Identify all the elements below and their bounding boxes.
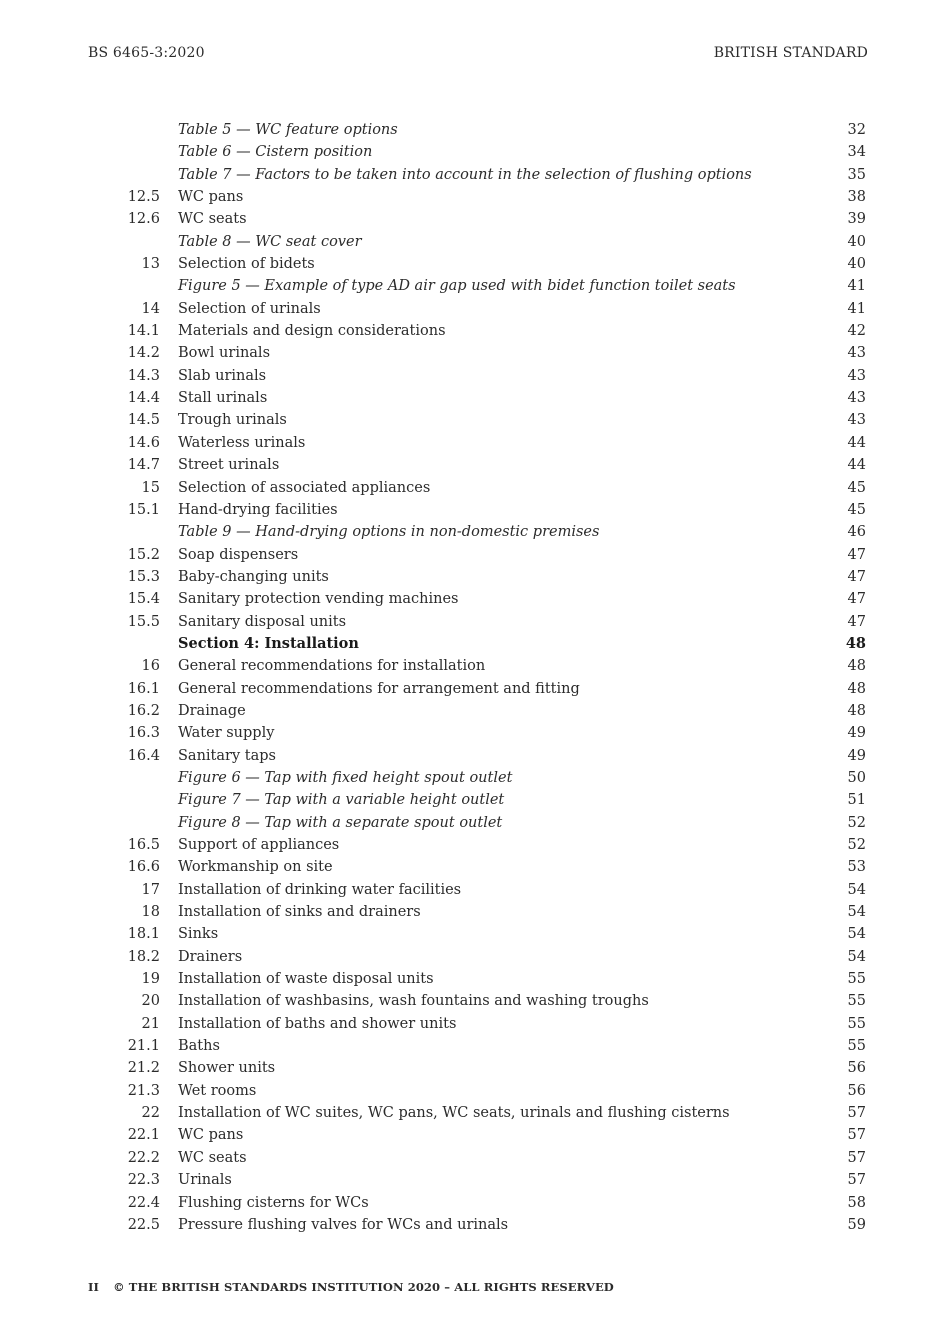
toc-entry-number: 22.4 — [127, 1194, 160, 1211]
toc-entry-page: 49 — [847, 725, 866, 742]
toc-entry-title: Water supply — [178, 725, 275, 742]
toc-entry-title: Table 7 — Factors to be taken into account in the selection of flushing options — [178, 166, 752, 183]
toc-entry-page: 45 — [847, 479, 866, 496]
toc-entry-page: 41 — [847, 300, 866, 317]
toc-entry-number: 22 — [141, 1105, 160, 1122]
toc-entry-title: Selection of bidets — [178, 256, 315, 273]
toc-entry-page: 57 — [847, 1127, 866, 1144]
toc-entry-title: Shower units — [178, 1060, 276, 1077]
toc-entry-title: Wet rooms — [178, 1082, 257, 1099]
toc-entry-title: WC pans — [178, 1127, 244, 1144]
toc-entry-title: Flushing cisterns for WCs — [178, 1194, 369, 1211]
toc-entry-number: 18.1 — [127, 926, 160, 943]
toc-entry[interactable] — [0, 1080, 950, 1102]
toc-entry-number: 15.5 — [127, 613, 160, 630]
toc-entry-title: Installation of washbasins, wash fountains and washing troughs — [178, 993, 649, 1010]
toc-entry[interactable] — [0, 477, 950, 499]
toc-entry-title: Sinks — [178, 926, 219, 943]
running-header-standard-number: BS 6465-3:2020 — [88, 45, 205, 61]
toc-entry[interactable] — [0, 365, 950, 387]
toc-entry[interactable] — [0, 320, 950, 342]
toc-entry-page: 39 — [847, 211, 866, 228]
toc-entry-page: 32 — [847, 122, 866, 138]
toc-entry-number: 22.3 — [127, 1172, 160, 1189]
toc-entry-page: 48 — [847, 658, 866, 675]
toc-entry[interactable] — [0, 253, 950, 275]
table-of-contents — [0, 119, 950, 1236]
toc-entry-page: 54 — [847, 948, 866, 965]
toc-entry-page: 43 — [847, 345, 866, 362]
toc-entry-title: Installation of baths and shower units — [178, 1015, 457, 1032]
toc-entry-title: Sanitary disposal units — [178, 613, 347, 630]
toc-entry-number: 22.2 — [127, 1149, 160, 1166]
footer-page-number: II — [88, 1280, 99, 1294]
toc-entry-title: Table 8 — WC seat cover — [178, 233, 362, 250]
toc-entry-number: 18.2 — [127, 948, 160, 965]
toc-entry-page: 55 — [847, 993, 866, 1010]
toc-entry-page: 40 — [847, 233, 866, 250]
toc-entry-page: 57 — [847, 1149, 866, 1166]
toc-entry-title: General recommendations for arrangement and fitting — [178, 680, 580, 697]
toc-entry-page: 47 — [847, 546, 866, 563]
toc-entry-page: 42 — [847, 323, 866, 340]
toc-entry-title: WC seats — [178, 1149, 247, 1166]
toc-entry-number: 12.5 — [127, 189, 160, 206]
toc-entry[interactable] — [0, 1013, 950, 1035]
toc-entry[interactable] — [0, 432, 950, 454]
toc-entry[interactable] — [0, 588, 950, 610]
toc-entry[interactable] — [0, 678, 950, 700]
toc-entry-number: 16.1 — [127, 680, 160, 697]
toc-entry-number: 13 — [141, 256, 160, 273]
toc-entry-title: Installation of WC suites, WC pans, WC seats, urinals and flushing cisterns — [178, 1105, 730, 1122]
toc-entry-title: Drainage — [178, 702, 246, 719]
toc-entry-page: 47 — [847, 591, 866, 608]
toc-entry-page: 45 — [847, 501, 866, 518]
toc-entry[interactable] — [0, 1057, 950, 1079]
toc-entry-title: Section 4: Installation — [178, 634, 359, 652]
toc-entry-page: 55 — [847, 971, 866, 988]
toc-caption-entry[interactable] — [0, 789, 950, 811]
toc-entry[interactable] — [0, 1035, 950, 1057]
toc-entry-page: 52 — [847, 814, 866, 831]
toc-entry-page: 41 — [847, 278, 866, 295]
toc-entry[interactable] — [0, 856, 950, 878]
toc-entry-number: 14.6 — [127, 434, 160, 451]
toc-entry-number: 15 — [141, 479, 160, 496]
toc-entry-title: Support of appliances — [178, 837, 340, 853]
running-header-title: BRITISH STANDARD — [713, 45, 868, 61]
toc-caption-entry[interactable] — [0, 275, 950, 297]
toc-entry-number: 15.2 — [127, 546, 160, 563]
toc-entry-title: Figure 7 — Tap with a variable height outlet — [178, 792, 505, 809]
footer-copyright: © THE BRITISH STANDARDS INSTITUTION 2020 – ALL RIGHTS RESERVED — [113, 1280, 614, 1294]
toc-entry-page: 46 — [847, 524, 866, 541]
toc-entry-number: 21.3 — [127, 1082, 160, 1099]
toc-entry-page: 54 — [847, 904, 866, 921]
toc-entry-title: Sanitary protection vending machines — [178, 591, 459, 608]
toc-entry-title: Installation of waste disposal units — [178, 971, 434, 988]
toc-entry-page: 51 — [847, 792, 866, 809]
toc-entry[interactable] — [0, 946, 950, 968]
toc-entry-page: 58 — [847, 1194, 866, 1211]
toc-entry-page: 55 — [847, 1015, 866, 1032]
toc-caption-entry[interactable] — [0, 119, 950, 141]
toc-entry-title: Baths — [178, 1038, 220, 1055]
toc-entry[interactable] — [0, 499, 950, 521]
toc-entry-title: Figure 5 — Example of type AD air gap used with bidet function toilet seats — [178, 278, 736, 295]
toc-entry-title: Figure 6 — Tap with fixed height spout outlet — [178, 769, 513, 786]
toc-entry-page: 50 — [847, 769, 866, 786]
toc-entry[interactable] — [0, 968, 950, 990]
toc-entry-number: 16.3 — [127, 725, 160, 742]
toc-entry[interactable] — [0, 722, 950, 744]
toc-caption-entry[interactable] — [0, 521, 950, 543]
toc-entry[interactable] — [0, 990, 950, 1012]
toc-entry-title: Pressure flushing valves for WCs and urinals — [178, 1216, 509, 1233]
toc-entry[interactable] — [0, 1124, 950, 1146]
toc-entry-number: 16.6 — [127, 859, 160, 876]
toc-entry[interactable] — [0, 1147, 950, 1169]
toc-entry[interactable] — [0, 454, 950, 476]
toc-entry[interactable] — [0, 1192, 950, 1214]
toc-entry-page: 40 — [847, 256, 866, 273]
toc-entry-number: 21 — [141, 1015, 160, 1032]
toc-entry-title: Selection of associated appliances — [178, 479, 431, 496]
toc-entry-page: 56 — [847, 1060, 866, 1077]
toc-entry-page: 48 — [847, 680, 866, 697]
toc-entry[interactable] — [0, 544, 950, 566]
toc-entry-page: 57 — [847, 1105, 866, 1122]
toc-entry-number: 14.3 — [127, 367, 160, 384]
toc-entry-number: 16 — [141, 658, 160, 675]
toc-entry-title: Installation of sinks and drainers — [178, 904, 421, 921]
toc-entry-page: 44 — [847, 457, 866, 474]
toc-caption-entry[interactable] — [0, 767, 950, 789]
toc-section-heading[interactable] — [0, 633, 950, 655]
toc-entry-page: 52 — [847, 837, 866, 853]
toc-entry[interactable] — [0, 298, 950, 320]
toc-entry-number: 14.2 — [127, 345, 160, 362]
toc-entry-title: Soap dispensers — [178, 546, 299, 563]
toc-entry-page: 43 — [847, 390, 866, 407]
toc-entry-page: 44 — [847, 434, 866, 451]
toc-entry-page: 38 — [847, 189, 866, 206]
toc-entry-page: 54 — [847, 926, 866, 943]
toc-entry-number: 16.2 — [127, 702, 160, 719]
toc-entry[interactable] — [0, 186, 950, 208]
toc-entry-title: Bowl urinals — [178, 345, 271, 362]
toc-entry-number: 14.1 — [127, 323, 160, 340]
toc-entry-page: 54 — [847, 881, 866, 898]
toc-entry-title: Materials and design considerations — [178, 323, 446, 340]
toc-entry-title: Slab urinals — [178, 367, 267, 384]
toc-entry[interactable] — [0, 655, 950, 677]
toc-entry-page: 49 — [847, 747, 866, 764]
toc-entry-number: 14 — [141, 300, 160, 317]
toc-entry-title: Table 5 — WC feature options — [178, 122, 398, 138]
toc-entry-title: General recommendations for installation — [178, 658, 486, 675]
toc-entry-title: Urinals — [178, 1172, 232, 1189]
page-footer — [88, 1280, 614, 1294]
toc-entry[interactable] — [0, 834, 950, 856]
toc-entry-number: 14.5 — [127, 412, 160, 429]
toc-entry-number: 22.1 — [127, 1127, 160, 1144]
toc-entry-title: Waterless urinals — [178, 434, 306, 451]
toc-entry-number: 16.5 — [127, 837, 160, 853]
toc-entry-title: Table 6 — Cistern position — [178, 144, 373, 161]
toc-entry[interactable] — [0, 387, 950, 409]
toc-entry-title: Drainers — [178, 948, 243, 965]
toc-entry-page: 47 — [847, 613, 866, 630]
toc-entry-page: 56 — [847, 1082, 866, 1099]
toc-entry-number: 19 — [141, 971, 160, 988]
toc-entry[interactable] — [0, 566, 950, 588]
toc-entry-number: 15.4 — [127, 591, 160, 608]
toc-entry-title: Hand-drying facilities — [178, 501, 338, 518]
toc-entry-page: 55 — [847, 1038, 866, 1055]
toc-caption-entry[interactable] — [0, 141, 950, 163]
toc-entry-number: 15.1 — [127, 501, 160, 518]
toc-entry[interactable] — [0, 1169, 950, 1191]
toc-entry-number: 21.2 — [127, 1060, 160, 1077]
toc-entry-title: WC pans — [178, 189, 244, 206]
toc-entry-number: 21.1 — [127, 1038, 160, 1055]
toc-entry[interactable] — [0, 901, 950, 923]
toc-entry-page: 43 — [847, 412, 866, 429]
toc-entry-number: 12.6 — [127, 211, 160, 228]
toc-entry-title: Workmanship on site — [178, 859, 333, 876]
toc-entry[interactable] — [0, 1102, 950, 1124]
toc-entry-title: Installation of drinking water facilities — [178, 881, 462, 898]
toc-entry-title: Selection of urinals — [178, 300, 321, 317]
toc-entry-number: 17 — [141, 881, 160, 898]
toc-entry-number: 14.4 — [127, 390, 160, 407]
toc-entry-number: 22.5 — [127, 1216, 160, 1233]
toc-entry[interactable] — [0, 700, 950, 722]
toc-caption-entry[interactable] — [0, 164, 950, 186]
toc-entry-title: Street urinals — [178, 457, 280, 474]
toc-entry-title: Figure 8 — Tap with a separate spout outlet — [178, 814, 503, 831]
toc-entry-title: Trough urinals — [178, 412, 287, 429]
toc-caption-entry[interactable] — [0, 812, 950, 834]
toc-entry-title: WC seats — [178, 211, 247, 228]
toc-entry[interactable] — [0, 923, 950, 945]
toc-entry[interactable] — [0, 879, 950, 901]
toc-entry[interactable] — [0, 409, 950, 431]
toc-entry-page: 47 — [847, 568, 866, 585]
toc-caption-entry[interactable] — [0, 231, 950, 253]
toc-entry[interactable] — [0, 342, 950, 364]
toc-entry[interactable] — [0, 611, 950, 633]
toc-entry-number: 15.3 — [127, 568, 160, 585]
toc-entry-page: 43 — [847, 367, 866, 384]
toc-entry-number: 20 — [141, 993, 160, 1010]
toc-entry[interactable] — [0, 745, 950, 767]
toc-entry-page: 48 — [847, 702, 866, 719]
toc-entry-title: Table 9 — Hand-drying options in non-domestic premises — [178, 524, 600, 541]
toc-entry-number: 16.4 — [127, 747, 160, 764]
toc-entry-number: 18 — [141, 904, 160, 921]
toc-entry-number: 14.7 — [127, 457, 160, 474]
toc-entry-page: 53 — [847, 859, 866, 876]
toc-entry-title: Sanitary taps — [178, 747, 276, 764]
toc-entry-page: 34 — [847, 144, 866, 161]
toc-entry-title: Baby-changing units — [178, 568, 329, 585]
toc-entry-page: 35 — [847, 166, 866, 183]
toc-entry-title: Stall urinals — [178, 390, 268, 407]
toc-entry[interactable] — [0, 1214, 950, 1236]
toc-entry[interactable] — [0, 208, 950, 230]
toc-entry-page: 57 — [847, 1172, 866, 1189]
toc-entry-page: 59 — [847, 1216, 866, 1233]
toc-entry-page: 48 — [845, 634, 866, 652]
